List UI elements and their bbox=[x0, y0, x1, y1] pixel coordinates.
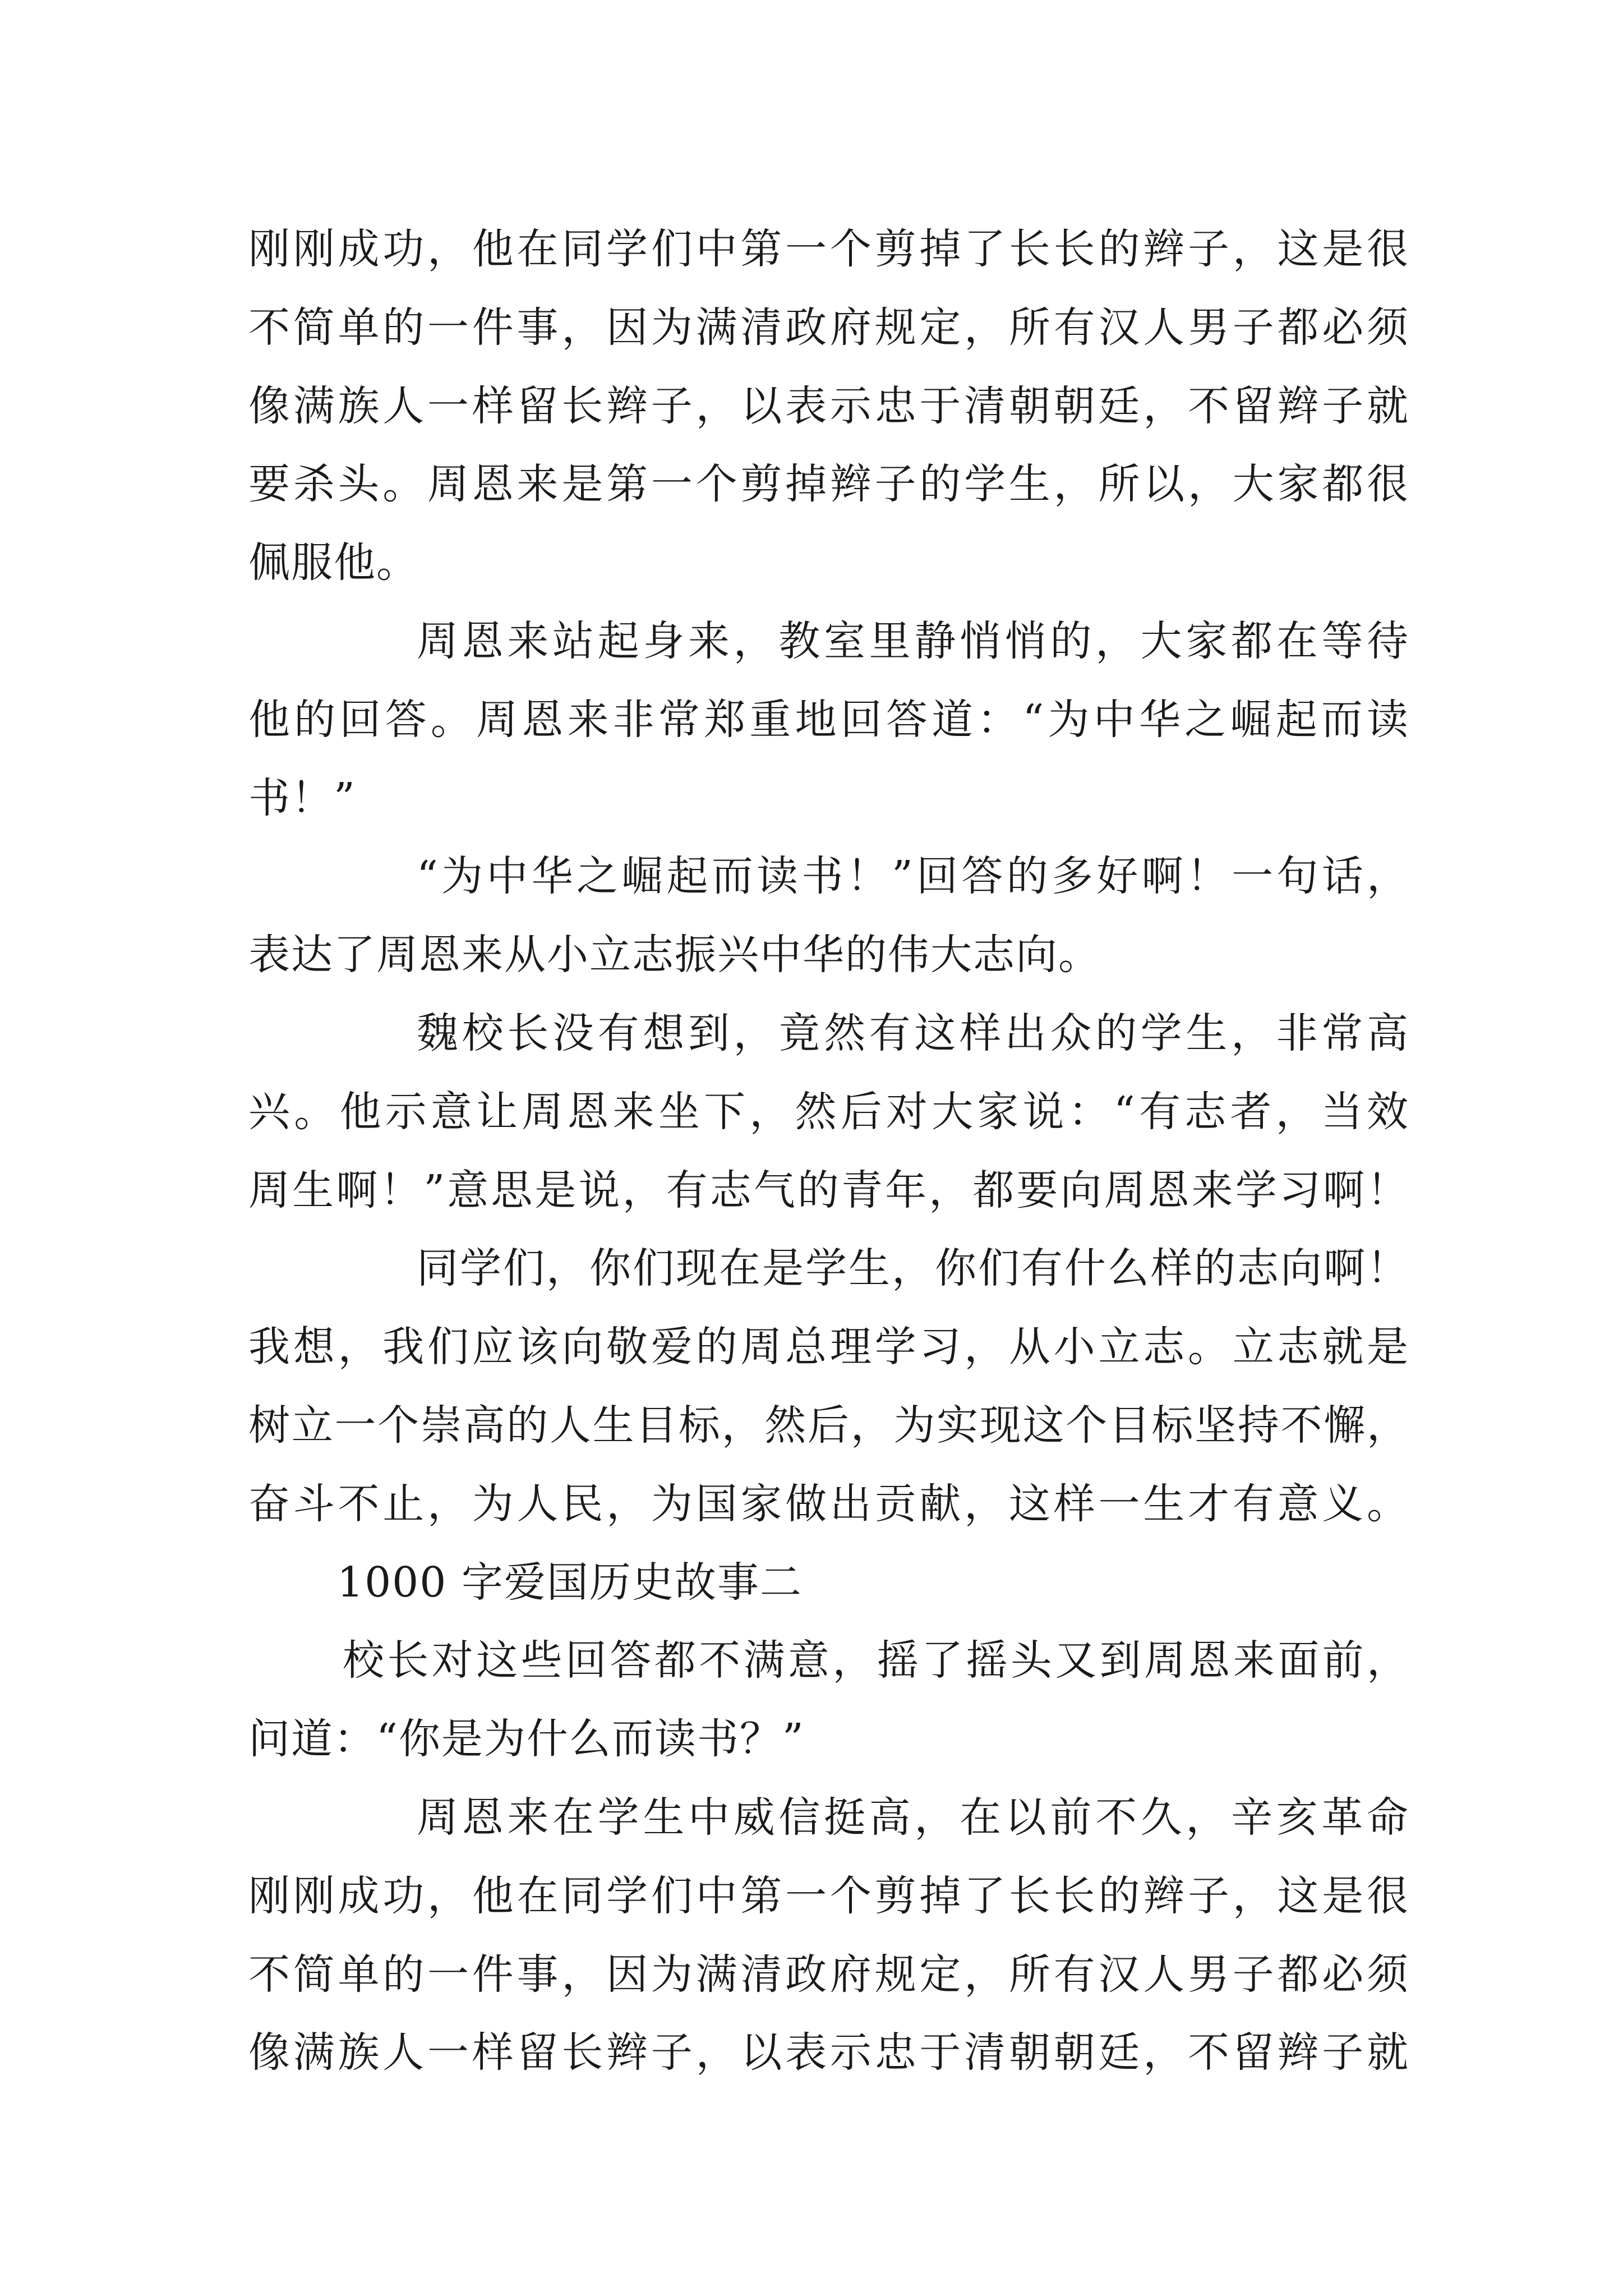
text-line: 佩服他。 bbox=[248, 539, 419, 587]
text-line: 树立一个崇高的人生目标，然后，为实现这个目标坚持不懈， bbox=[248, 1401, 1409, 1450]
text-line: 周恩来在学生中威信挺高，在以前不久，辛亥革命 bbox=[417, 1793, 1409, 1842]
text-line: 校长对这些回答都不满意，摇了摇头又到周恩来面前， bbox=[343, 1636, 1409, 1685]
text-line: 书！” bbox=[248, 774, 356, 822]
section-heading: 1000 字爱国历史故事二 bbox=[337, 1558, 803, 1607]
text-line: 问道：“你是为什么而读书？” bbox=[248, 1715, 805, 1764]
text-line: 周生啊！”意思是说，有志气的青年，都要向周恩来学习啊！ bbox=[248, 1166, 1409, 1214]
text-line: 周恩来站起身来，教室里静悄悄的，大家都在等待 bbox=[417, 616, 1409, 665]
text-line: 表达了周恩来从小立志振兴中华的伟大志向。 bbox=[248, 931, 1101, 979]
text-line: 要杀头。周恩来是第一个剪掉辫子的学生，所以，大家都很 bbox=[248, 460, 1409, 509]
text-line: “为中华之崛起而读书！”回答的多好啊！一句话， bbox=[417, 852, 1409, 901]
text-line: 不简单的一件事，因为满清政府规定，所有汉人男子都必须 bbox=[248, 1950, 1409, 1999]
text-line: 不简单的一件事，因为满清政府规定，所有汉人男子都必须 bbox=[248, 303, 1409, 352]
text-line: 我想，我们应该向敬爱的周总理学习，从小立志。立志就是 bbox=[248, 1323, 1409, 1372]
text-line: 刚刚成功，他在同学们中第一个剪掉了长长的辫子，这是很 bbox=[248, 1871, 1409, 1920]
text-line: 魏校长没有想到，竟然有这样出众的学生，非常高 bbox=[417, 1009, 1409, 1057]
body-text bbox=[248, 210, 1409, 2092]
text-line: 像满族人一样留长辫子，以表示忠于清朝朝廷，不留辫子就 bbox=[248, 2028, 1409, 2077]
text-line: 兴。他示意让周恩来坐下，然后对大家说：“有志者，当效 bbox=[248, 1087, 1409, 1136]
text-line: 刚刚成功，他在同学们中第一个剪掉了长长的辫子，这是很 bbox=[248, 225, 1409, 273]
text-line: 他的回答。周恩来非常郑重地回答道：“为中华之崛起而读 bbox=[248, 695, 1409, 744]
text-line: 奋斗不止，为人民，为国家做出贡献，这样一生才有意义。 bbox=[248, 1479, 1409, 1528]
text-line: 同学们，你们现在是学生，你们有什么样的志向啊！ bbox=[417, 1244, 1409, 1293]
text-line: 像满族人一样留长辫子，以表示忠于清朝朝廷，不留辫子就 bbox=[248, 381, 1409, 430]
